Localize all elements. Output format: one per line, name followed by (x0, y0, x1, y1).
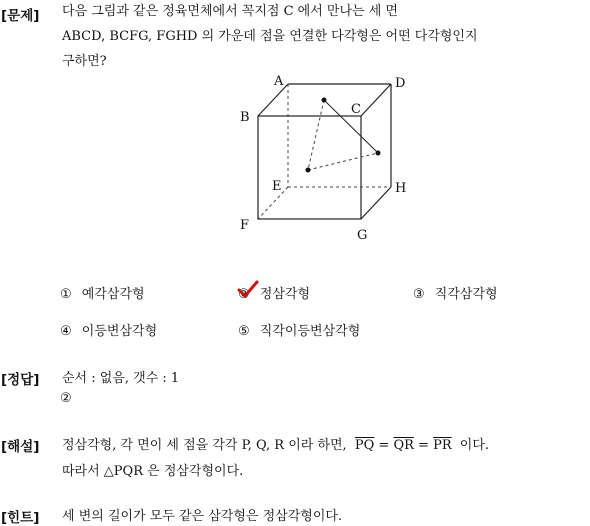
triangle-edge-2 (308, 100, 324, 170)
choice-1[interactable] (60, 283, 145, 302)
label-C: C (351, 102, 361, 117)
front-face (258, 116, 361, 219)
edge-HG (361, 187, 391, 219)
label-H: H (395, 181, 407, 196)
equals-sign-2: = (418, 438, 429, 453)
edge-BA (258, 84, 288, 116)
label-B: B (240, 110, 250, 125)
choice-3[interactable] (413, 283, 498, 302)
problem-line-3: 구하면? (62, 54, 107, 69)
checkmark-icon (236, 280, 260, 300)
explanation-line-2: 따라서 △PQR 은 정삼각형이다. (62, 464, 244, 479)
label-F: F (240, 218, 250, 233)
choice-1-label: 예각삼각형 (81, 287, 145, 302)
choice-2-label: 정삼각형 (259, 287, 311, 302)
choice-1-number: ① (60, 287, 72, 302)
answer-line-1: 순서 : 없음, 갯수 : 1 (62, 371, 180, 386)
explanation-tag: [해설] (1, 439, 40, 455)
edge-DC (361, 84, 391, 116)
choice-4-label: 이등변삼각형 (81, 324, 158, 339)
choice-5-number: ⑤ (238, 324, 250, 339)
choice-3-label: 직각삼각형 (434, 287, 498, 302)
hint-line-1: 세 변의 길이가 모두 같은 삼각형은 정삼각형이다. (62, 509, 343, 524)
point-top-face (322, 98, 327, 103)
explanation-line-1 (62, 434, 489, 453)
equals-sign-1: = (378, 438, 390, 453)
problem-line-2: ABCD, BCFG, FGHD 의 가운데 점을 연결한 다각형은 어떤 다각형인지 (62, 29, 478, 44)
triangle-edge-3 (308, 153, 378, 170)
choice-2-number: ② (238, 287, 250, 302)
answer-line-2: ② (60, 391, 72, 406)
point-bottom-face (306, 168, 311, 173)
choice-4[interactable] (60, 320, 157, 339)
explanation-line-1-text: 정삼각형, 각 면이 세 점을 각각 P, Q, R 이라 하면, (62, 438, 347, 453)
choice-4-number: ④ (60, 324, 72, 339)
problem-tag: [문제] (1, 8, 40, 24)
choice-3-number: ③ (413, 287, 425, 302)
label-E: E (272, 179, 282, 194)
label-D: D (395, 76, 406, 91)
choice-5[interactable] (238, 320, 360, 339)
hint-tag: [힌트] (1, 510, 40, 526)
label-G: G (357, 228, 368, 243)
point-right-face (376, 151, 381, 156)
choice-5-label: 직각이등변삼각형 (259, 324, 361, 339)
segment-pq: $\overline{PQ}$ (354, 438, 375, 453)
label-A: A (274, 74, 284, 89)
answer-tag: [정답] (1, 372, 40, 388)
cube-figure (230, 70, 410, 245)
segment-qr: $\overline{QR}$ (393, 438, 414, 453)
explanation-line-1-end: 이다. (459, 438, 490, 453)
segment-pr: $\overline{PR}$ (433, 438, 452, 453)
problem-line-1: 다음 그림과 같은 정육면체에서 꼭지점 C 에서 만나는 세 면 (62, 4, 398, 19)
